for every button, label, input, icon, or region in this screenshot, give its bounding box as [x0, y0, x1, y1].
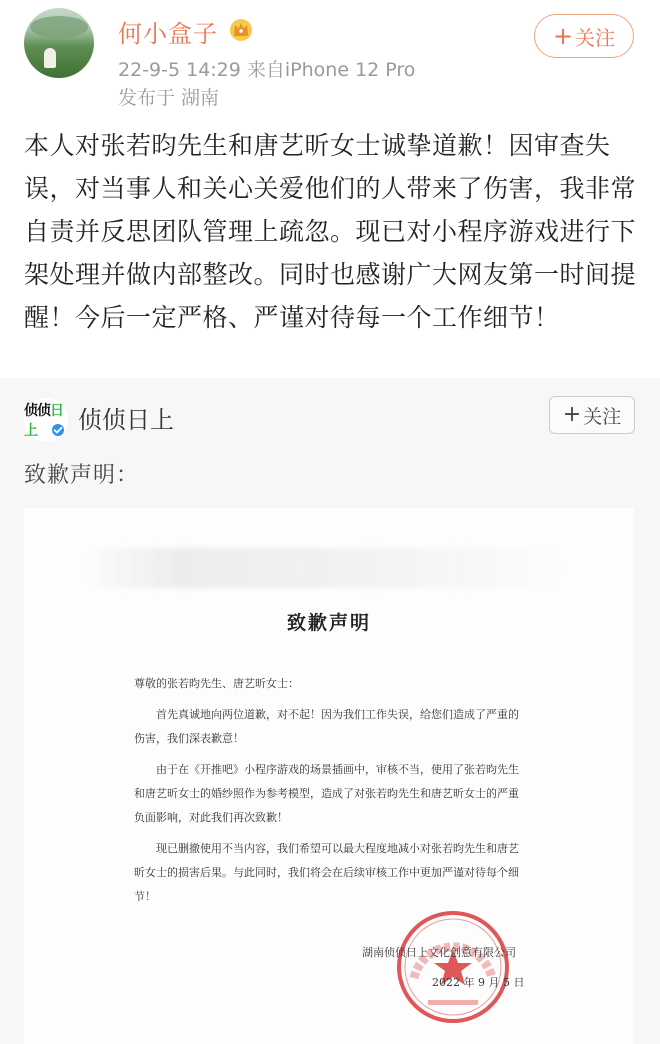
author-avatar[interactable]	[24, 8, 94, 78]
post-header	[0, 0, 660, 118]
brand-logo: 侦侦日上	[24, 403, 63, 439]
plus-icon: +	[552, 22, 574, 50]
follow-label: 关注	[575, 25, 616, 50]
company-seal	[394, 908, 512, 1026]
plus-icon: +	[562, 402, 582, 427]
avatar-person	[44, 48, 56, 68]
document-date: 2022 年 9 月 5 日	[432, 976, 525, 989]
author-name[interactable]: 何小盒子	[118, 20, 218, 48]
document-signature: 湖南侦侦日上文化创意有限公司	[362, 946, 516, 959]
follow-button[interactable]	[534, 14, 634, 58]
verified-badge-icon	[50, 422, 66, 438]
repost-follow-button[interactable]	[549, 396, 635, 434]
document-faded-header	[84, 548, 564, 588]
document-paragraph-3: 现已删撤使用不当内容，我们希望可以最大程度地减小对张若昀先生和唐艺昕女士的损害后果。与此同时，我们将会在后续审核工作中更加严谨对待每个细节！	[134, 842, 519, 903]
document-greeting: 尊敬的张若昀先生、唐艺昕女士：	[134, 677, 299, 690]
crown-icon	[228, 16, 254, 42]
post-location: 发布于 湖南	[118, 87, 220, 109]
avatar-trees	[30, 16, 88, 38]
repost-text: 致歉声明：	[24, 463, 140, 488]
repost-author-name[interactable]: 侦侦日上	[78, 406, 174, 434]
apology-document-image[interactable]	[24, 508, 634, 1044]
document-paragraph-1: 首先真诚地向两位道歉，对不起！因为我们工作失误，给您们造成了严重的伤害，我们深表歉意！	[134, 708, 519, 745]
post-text: 本人对张若昀先生和唐艺昕女士诚挚道歉！因审查失误，对当事人和关心关爱他们的人带来了伤害，我非常自责并反思团队管理上疏忽。现已对小程序游戏进行下架处理并做内部整改。同时也感谢广大网友第一时间提醒！今后一定严格、严谨对待每一个工作细节！	[24, 131, 637, 332]
repost-card[interactable]	[0, 378, 660, 1044]
post-time-device: 22-9-5 14:29 来自iPhone 12 Pro	[118, 59, 416, 81]
document-body	[134, 672, 529, 909]
document-paragraph-2: 由于在《开推吧》小程序游戏的场景插画中，审核不当，使用了张若昀先生和唐艺昕女士的婚纱照作为参考模型，造成了对张若昀先生和唐艺昕女士的严重负面影响，对此我们再次致歉！	[134, 763, 519, 824]
document-title: 致歉声明	[286, 612, 371, 634]
follow-label: 关注	[583, 405, 622, 428]
